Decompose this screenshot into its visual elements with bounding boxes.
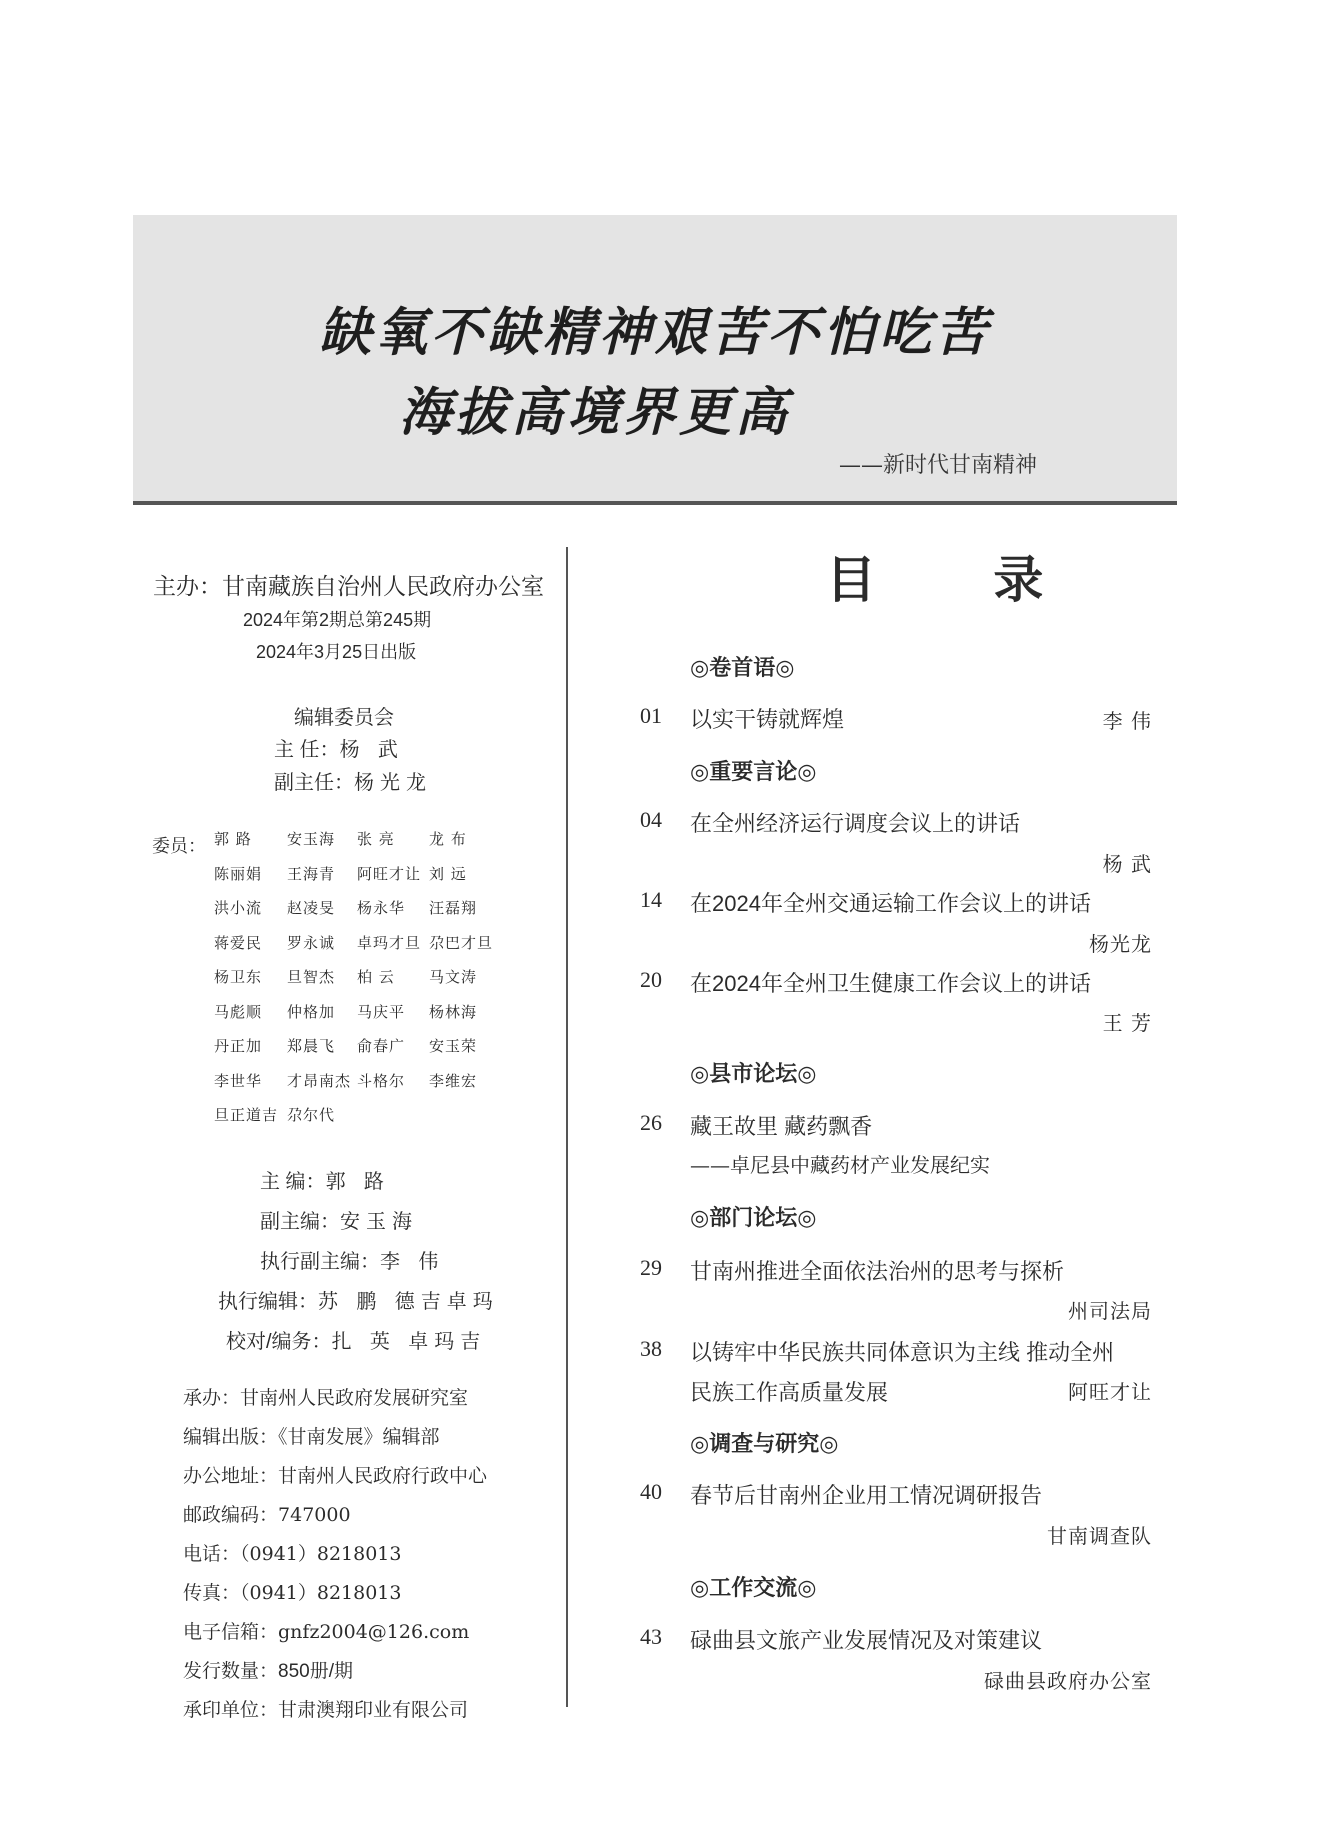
exec-editor-label: 执行编辑： <box>218 1291 318 1313</box>
toc-entry-title: 春节后甘南州企业用工情况调研报告 <box>690 1483 1043 1508</box>
printer-value: 甘肃澳翔印业有限公司 <box>278 1700 469 1721</box>
toc-entry-subtitle: ——卓尼县中藏药材产业发展纪实 <box>690 1153 990 1177</box>
toc-section-heading: ◎工作交流◎ <box>690 1575 817 1601</box>
member-name: 马彪顺 <box>214 1002 263 1021</box>
editor-name: 郭 路 <box>325 1169 390 1193</box>
member-name: 马文涛 <box>429 968 478 986</box>
deputy-editor-name: 安玉海 <box>340 1209 418 1233</box>
toc-entry-author: 甘南调查队 <box>1047 1524 1152 1548</box>
deputy-editor-row <box>260 1205 418 1234</box>
toc-entry-author: 杨光龙 <box>1089 932 1152 956</box>
publication-date: 2024年3月25日出版 <box>256 642 417 662</box>
toc-entry-author: 州司法局 <box>1068 1299 1152 1323</box>
exec-deputy-editor-row <box>260 1245 444 1274</box>
exec-deputy-editor-label: 执行副主编： <box>260 1251 380 1273</box>
toc-entry[interactable] <box>640 967 1152 1007</box>
toc-entry[interactable] <box>640 1336 1152 1376</box>
phone-value: （0941）8218013 <box>240 1543 402 1565</box>
toc-title: 目 录 <box>826 550 1094 609</box>
address-row <box>183 1461 487 1488</box>
deputy-label: 副主任： <box>274 772 354 794</box>
toc-entry[interactable] <box>640 1624 1152 1664</box>
toc-entry[interactable] <box>640 1255 1152 1295</box>
toc-entry-title: 碌曲县文旅产业发展情况及对策建议 <box>690 1628 1043 1653</box>
exec-editor-names: 苏 鹏 德吉卓玛 <box>318 1289 499 1313</box>
member-name: 卓玛才旦 <box>357 933 422 952</box>
toc-section-heading: ◎重要言论◎ <box>690 759 817 785</box>
member-name: 罗永诚 <box>287 933 336 952</box>
toc-page-number: 01 <box>640 703 662 728</box>
member-name: 杨卫东 <box>214 968 263 986</box>
member-name: 柏 云 <box>357 968 395 986</box>
member-name: 俞春广 <box>357 1037 406 1055</box>
toc-entry-title: 在2024年全州卫生健康工作会议上的讲话 <box>690 971 1091 996</box>
toc-entry-title: 藏王故里 藏药飘香 <box>690 1114 873 1139</box>
postcode-label: 邮政编码： <box>183 1505 279 1526</box>
toc-entry-title: 在2024年全州交通运输工作会议上的讲话 <box>690 891 1091 916</box>
member-name: 丹正加 <box>214 1037 263 1055</box>
toc-entry-title: 以铸牢中华民族共同体意识为主线 推动全州 <box>690 1340 1115 1365</box>
toc-page-number: 20 <box>640 967 662 992</box>
toc-page-number: 40 <box>640 1479 662 1504</box>
members-list <box>214 828 514 1126</box>
address-value: 甘南州人民政府行政中心 <box>278 1466 488 1487</box>
editor-row <box>260 1165 390 1194</box>
proof-row <box>226 1325 486 1354</box>
member-name: 杨林海 <box>429 1002 478 1021</box>
member-name: 刘 远 <box>429 864 467 883</box>
toc-entry[interactable] <box>640 807 1152 847</box>
member-name: 安玉荣 <box>429 1037 478 1055</box>
member-name: 陈丽娟 <box>214 864 263 883</box>
column-divider <box>566 547 568 1707</box>
issue-number: 2024年第2期总第245期 <box>243 610 432 630</box>
toc-section-heading: ◎部门论坛◎ <box>690 1205 817 1231</box>
toc-entry-author: 阿旺才让 <box>1068 1380 1152 1404</box>
motto-banner <box>133 215 1177 505</box>
deputy-name: 杨光龙 <box>354 770 432 794</box>
fax-label: 传真： <box>183 1583 241 1604</box>
toc-entry[interactable] <box>640 887 1152 927</box>
postcode-value: 747000 <box>278 1504 351 1526</box>
publisher-row <box>183 1422 440 1449</box>
toc-page-number: 14 <box>640 887 662 912</box>
printer-label: 承印单位： <box>183 1700 279 1721</box>
deputy-editor-label: 副主编： <box>260 1211 340 1233</box>
email-value: gnfz2004@126.com <box>278 1621 470 1643</box>
publisher-label: 编辑出版： <box>183 1427 279 1448</box>
phone-label: 电话： <box>183 1544 241 1565</box>
proof-names: 扎 英 卓玛吉 <box>331 1329 487 1353</box>
members-label: 委员： <box>152 836 206 856</box>
member-name: 赵凌旻 <box>287 899 336 917</box>
member-name: 旦正道吉 <box>214 1106 279 1124</box>
toc-page-number: 43 <box>640 1624 662 1649</box>
toc-entry-title: 以实干铸就辉煌 <box>690 707 845 732</box>
board-title: 编辑委员会 <box>294 707 394 729</box>
member-name: 斗格尔 <box>357 1071 406 1090</box>
member-name: 王海青 <box>287 864 336 883</box>
toc-page-number: 38 <box>640 1336 662 1361</box>
toc-entry-author: 李 伟 <box>1102 709 1152 733</box>
toc-section-heading: ◎卷首语◎ <box>690 655 795 681</box>
toc-entry-title: 甘南州推进全面依法治州的思考与探析 <box>690 1259 1065 1284</box>
email-row <box>183 1617 469 1644</box>
motto-line-1: 缺氧不缺精神艰苦不怕吃苦 <box>318 302 991 363</box>
toc-entry-author: 王 芳 <box>1102 1011 1152 1035</box>
member-name: 阿旺才让 <box>357 864 422 883</box>
member-name: 张 亮 <box>357 830 395 848</box>
address-label: 办公地址： <box>183 1466 279 1487</box>
member-name: 洪小流 <box>214 899 263 917</box>
toc-section-heading: ◎县市论坛◎ <box>690 1061 817 1087</box>
deputy-row <box>274 766 432 795</box>
director-row <box>274 733 404 762</box>
host-line: 主办：甘南藏族自治州人民政府办公室 <box>153 573 544 599</box>
toc-entry-author: 碌曲县政府办公室 <box>984 1669 1152 1693</box>
toc-section-heading: ◎调查与研究◎ <box>690 1431 839 1457</box>
toc-entry-title: 在全州经济运行调度会议上的讲话 <box>690 811 1021 836</box>
member-name: 龙 布 <box>429 830 467 848</box>
member-name: 李维宏 <box>429 1071 478 1090</box>
phone-row <box>183 1539 402 1566</box>
toc-page-number: 29 <box>640 1255 662 1280</box>
organizer-label: 承办： <box>183 1388 241 1409</box>
motto-line-2: 海拔高境界更高 <box>398 382 791 443</box>
toc-entry-author: 杨 武 <box>1102 852 1152 876</box>
member-name: 杨永华 <box>357 899 406 917</box>
organizer-value: 甘南州人民政府发展研究室 <box>240 1387 469 1409</box>
toc-entry[interactable] <box>640 1479 1152 1519</box>
proof-label: 校对/编务： <box>226 1331 332 1353</box>
member-name: 尕巴才旦 <box>429 933 494 952</box>
member-name: 仲格加 <box>287 1002 336 1021</box>
toc-entry[interactable] <box>640 1110 1152 1150</box>
toc-entry[interactable] <box>640 703 1152 743</box>
exec-deputy-editor-name: 李 伟 <box>380 1249 445 1273</box>
exec-editor-row <box>218 1285 499 1314</box>
circulation-value: 850册/期 <box>278 1661 353 1682</box>
member-name: 李世华 <box>214 1071 263 1090</box>
circulation-label: 发行数量： <box>183 1661 279 1682</box>
organizer-row <box>183 1383 468 1410</box>
printer-row <box>183 1695 468 1722</box>
member-name: 郭 路 <box>214 830 252 848</box>
member-name: 郑晨飞 <box>287 1037 336 1055</box>
member-name: 马庆平 <box>357 1002 406 1021</box>
toc-page-number: 26 <box>640 1110 662 1135</box>
editor-label: 主 编： <box>260 1171 326 1193</box>
publisher-value: 《甘南发展》编辑部 <box>278 1426 440 1448</box>
circulation-row <box>183 1656 353 1683</box>
member-name: 才昂南杰 <box>287 1071 352 1090</box>
postcode-row <box>183 1500 351 1527</box>
toc-entry-title-continued: 民族工作高质量发展 <box>690 1380 889 1405</box>
toc-page-number: 04 <box>640 807 662 832</box>
member-name: 安玉海 <box>287 830 336 848</box>
fax-value: （0941）8218013 <box>240 1582 402 1604</box>
director-name: 杨 武 <box>339 737 404 761</box>
member-name: 蒋爱民 <box>214 933 263 952</box>
director-label: 主 任： <box>274 739 340 761</box>
member-name: 汪磊翔 <box>429 899 478 917</box>
email-label: 电子信箱： <box>183 1622 279 1643</box>
member-name: 旦智杰 <box>287 968 336 986</box>
member-name: 尕尔代 <box>287 1106 336 1124</box>
motto-subtitle: ——新时代甘南精神 <box>838 453 1037 478</box>
fax-row <box>183 1578 402 1605</box>
